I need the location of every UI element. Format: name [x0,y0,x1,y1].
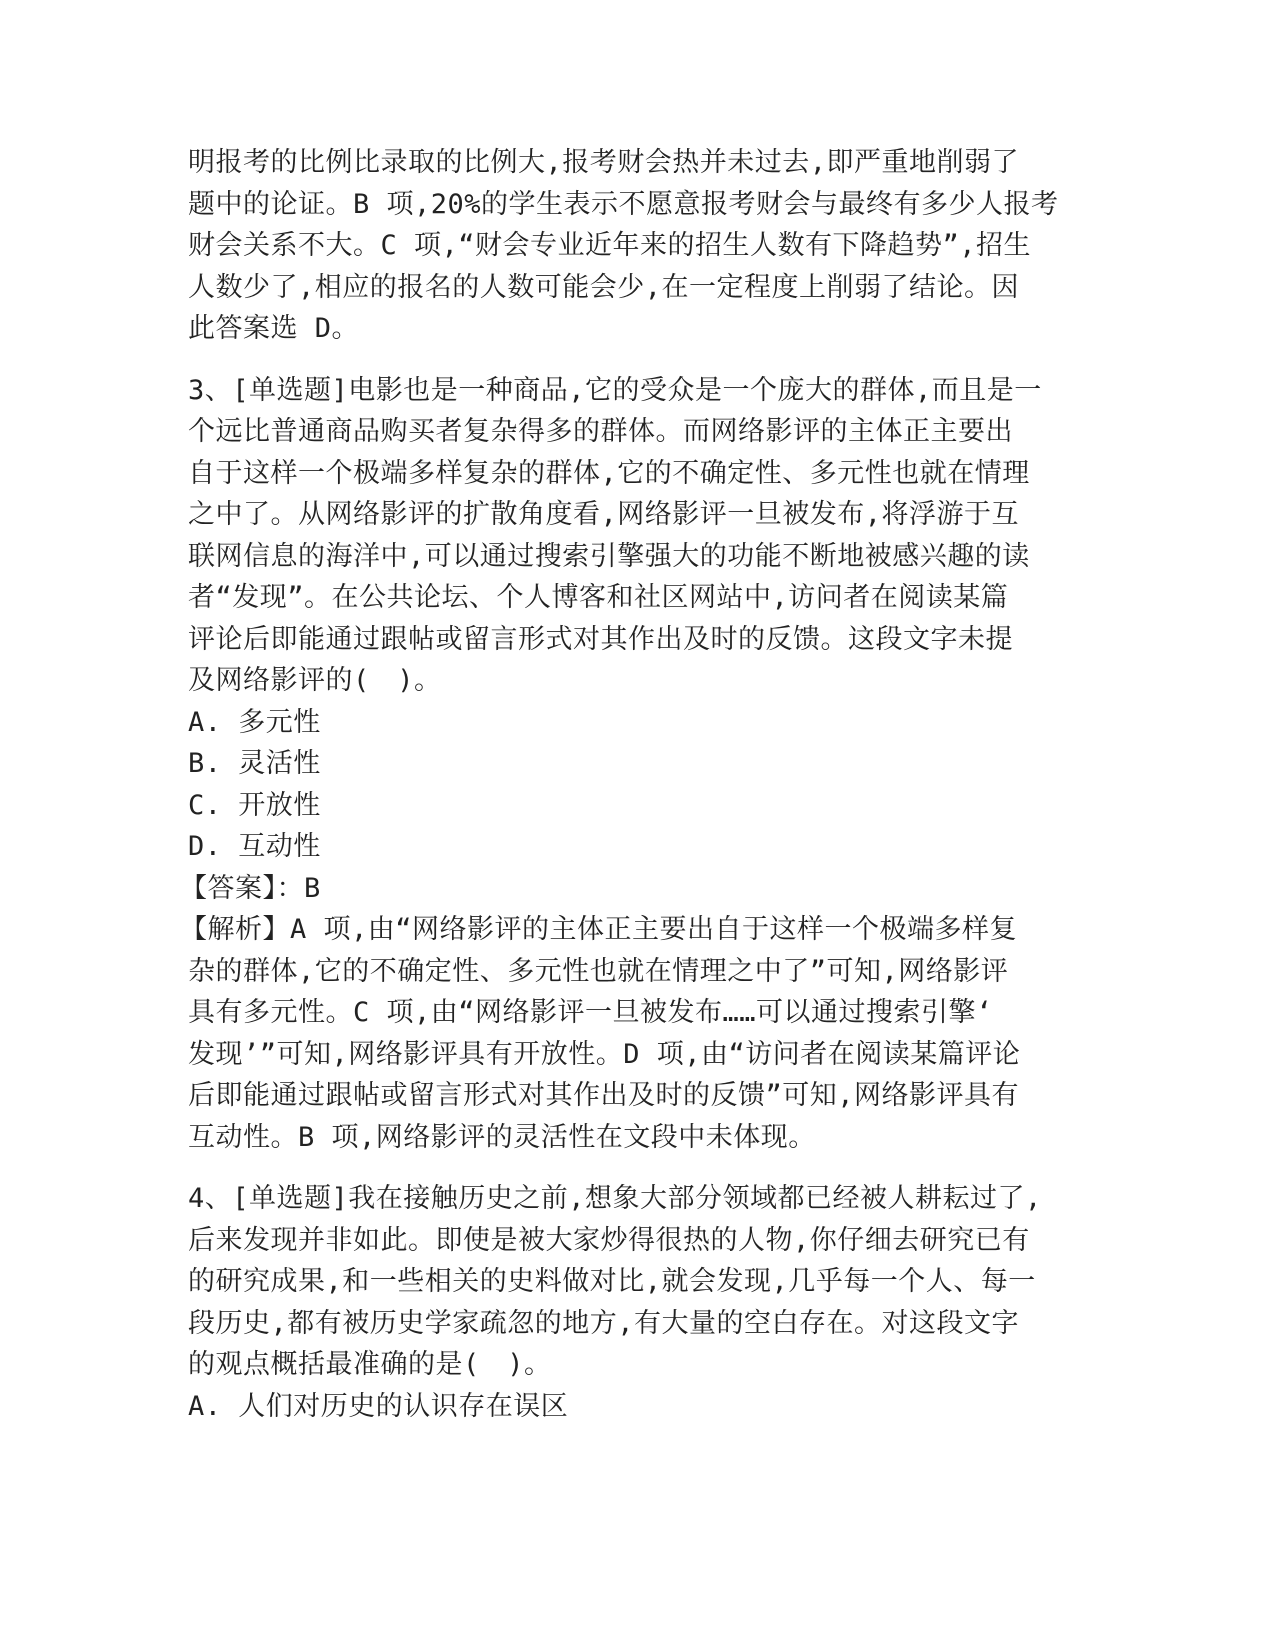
question-3-options [188,702,1078,868]
question-3-analysis [180,909,1078,1158]
question-3-stem [188,370,1078,702]
section-gap [188,350,1078,370]
text-line: 发现’”可知,网络影评具有开放性。D 项,由“访问者在阅读某篇评论 [188,1038,1021,1070]
option-b: B. 灵活性 [188,748,321,779]
text-line: 题中的论证。B 项,20%的学生表示不愿意报考财会与最终有多少人报考 [188,188,1059,220]
text-line: 评论后即能通过跟帖或留言形式对其作出及时的反馈。这段文字未提 [188,623,1013,655]
text-line: 自于这样一个极端多样复杂的群体,它的不确定性、多元性也就在情理 [188,457,1030,489]
text-line: 之中了。从网络影评的扩散角度看,网络影评一旦被发布,将浮游于互 [188,499,1020,530]
previous-question-analysis [188,142,1078,350]
page-content [180,142,1078,1427]
question-4-stem [188,1178,1078,1386]
option-a: A. 人们对历史的认识存在误区 [188,1390,569,1422]
text-line: 个远比普通商品购买者复杂得多的群体。而网络影评的主体正主要出 [188,416,1013,447]
text-line: 3、[单选题]电影也是一种商品,它的受众是一个庞大的群体,而且是一 [188,374,1042,406]
text-line: 具有多元性。C 项,由“网络影评一旦被发布……可以通过搜索引擎‘ [188,997,993,1028]
text-line: 及网络影评的( )。 [188,665,442,696]
question-4-options [188,1386,1078,1428]
text-line: 4、[单选题]我在接触历史之前,想象大部分领域都已经被人耕耘过了, [188,1183,1042,1214]
option-a: A. 多元性 [188,706,321,738]
text-line: 段历史,都有被历史学家疏忽的地方,有大量的空白存在。对这段文字 [188,1307,1020,1339]
text-line: 者“发现”。在公共论坛、个人博客和社区网站中,访问者在阅读某篇 [188,582,1009,613]
text-line: 联网信息的海洋中,可以通过搜索引擎强大的功能不断地被感兴趣的读 [188,540,1030,572]
option-c: C. 开放性 [188,789,321,821]
option-d: D. 互动性 [188,831,321,862]
section-gap [188,1158,1078,1178]
text-line: 明报考的比例比录取的比例大,报考财会热并未过去,即严重地削弱了 [188,147,1020,178]
question-4 [188,1178,1078,1427]
text-line: 杂的群体,它的不确定性、多元性也就在情理之中了”可知,网络影评 [188,955,1009,987]
text-line: 此答案选 D。 [188,313,360,344]
question-3 [180,370,1078,1159]
text-line: 的研究成果,和一些相关的史料做对比,就会发现,几乎每一个人、每一 [188,1266,1036,1297]
text-line: 互动性。B 项,网络影评的灵活性在文段中未体现。 [188,1121,816,1153]
text-line: 的观点概括最准确的是( )。 [188,1349,552,1380]
text-line: 人数少了,相应的报名的人数可能会少,在一定程度上削弱了结论。因 [188,271,1020,303]
text-line: 【解析】A 项,由“网络影评的主体正主要出自于这样一个极端多样复 [180,914,1018,945]
question-3-answer: 【答案】：B [180,872,321,904]
text-line: 后即能通过跟帖或留言形式对其作出及时的反馈”可知,网络影评具有 [188,1080,1020,1111]
text-line: 后来发现并非如此。即使是被大家炒得很热的人物,你仔细去研究已有 [188,1224,1030,1256]
text-line: 财会关系不大。C 项,“财会专业近年来的招生人数有下降趋势”,招生 [188,230,1032,261]
